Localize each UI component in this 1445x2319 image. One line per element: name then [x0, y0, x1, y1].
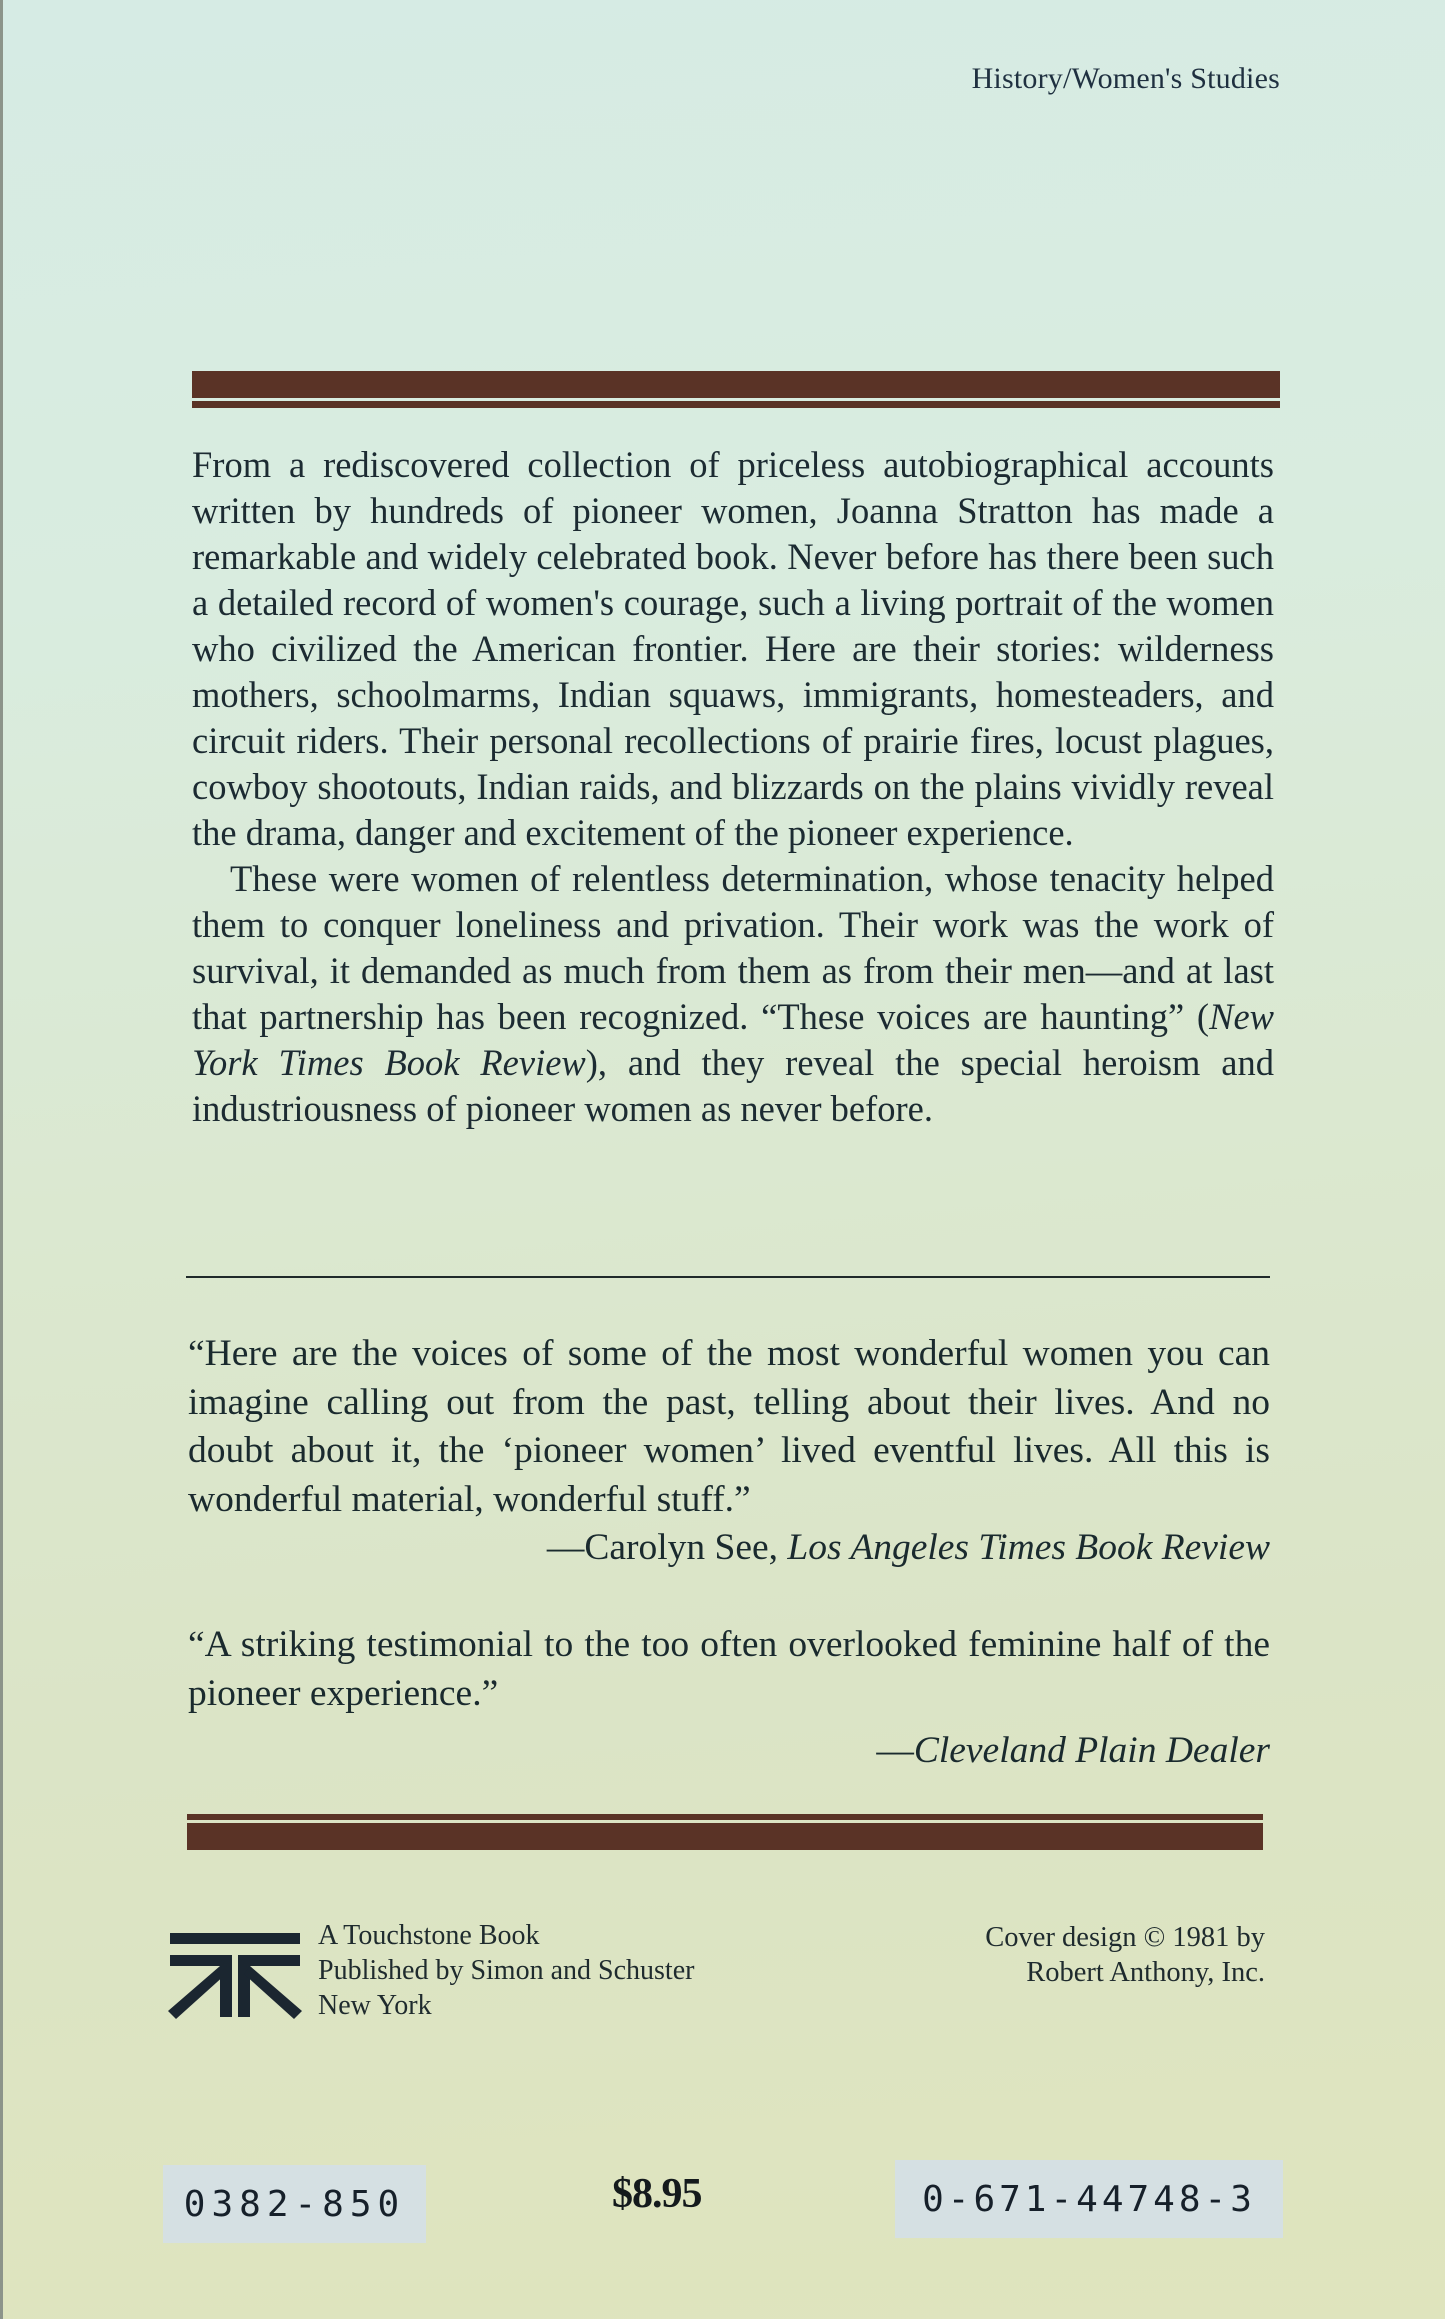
separator-line — [186, 1276, 1270, 1278]
quote-2-dash: — — [876, 1730, 914, 1771]
price-label: $8.95 — [612, 2171, 702, 2217]
publisher-info — [318, 1918, 694, 2023]
top-rule-thick — [192, 371, 1280, 398]
paragraph-2-text-before: These were women of relentless determination, whose tenacity helped them to conquer loneliness and privation. Their work was the work of survival, it demanded as much from them as from their men—and at last that partnership has been recognized. “These voices are haunting” ( — [192, 858, 1274, 1037]
publisher-line-2: Published by Simon and Schuster — [318, 1955, 695, 1986]
paragraph-2-text-after: ), and they reveal the special heroism and industriousness of pioneer women as never before. — [192, 1042, 1274, 1129]
cover-edge — [0, 0, 3, 2319]
touchstone-logo-icon — [168, 1933, 302, 2019]
isbn-code: 0-671-44748-3 — [895, 2160, 1283, 2238]
paragraph-2-source: New York Times Book Review — [192, 996, 1274, 1083]
credit-line-1: Cover design © 1981 by — [985, 1922, 1265, 1953]
catalog-code: 0382-850 — [163, 2165, 426, 2243]
publisher-line-1: A Touchstone Book — [318, 1920, 540, 1951]
quote-1-source: Los Angeles Times Book Review — [787, 1527, 1270, 1568]
quote-2-source: Cleveland Plain Dealer — [913, 1730, 1270, 1771]
review-quote-2 — [188, 1621, 1270, 1776]
cover-design-credit — [985, 1920, 1265, 1990]
bottom-rule-thick — [187, 1823, 1263, 1850]
book-description — [192, 442, 1274, 1132]
quote-2-attribution — [188, 1727, 1270, 1776]
publisher-line-3: New York — [318, 1990, 432, 2021]
bottom-rule-thin — [187, 1814, 1263, 1820]
top-rule-thin — [192, 401, 1280, 408]
quote-1-author: —Carolyn See, — [546, 1527, 788, 1568]
description-paragraph-1: From a rediscovered collection of priceless autobiographical accounts written by hundreds of pioneer women, Joanna Stratton has made a remarkable and widely celebrated book. Never before has there been such a detailed record of women's courage, such a living portrait of the women who civilized the American frontier. Here are their stories: wilderness mothers, schoolmarms, Indian squaws, immigrants, homesteaders, and circuit riders. Their personal recollections of prairie fires, locust plagues, cowboy shootouts, Indian raids, and blizzards on the plains vividly reveal the drama, danger and excitement of the pioneer experience. — [192, 444, 1274, 853]
quote-2-text: “A striking testimonial to the too often overlooked feminine half of the pioneer experience.” — [188, 1624, 1270, 1714]
category-label: History/Women's Studies — [971, 62, 1280, 95]
credit-line-2: Robert Anthony, Inc. — [1026, 1957, 1265, 1988]
quote-1-text: “Here are the voices of some of the most wonderful women you can imagine calling out from the past, telling about their lives. And no doubt about it, the ‘pioneer women’ lived eventful lives. All this is wonderful material, wonderful stuff.” — [188, 1333, 1270, 1520]
description-paragraph-2 — [192, 856, 1274, 1132]
quote-1-attribution — [188, 1524, 1270, 1573]
review-quote-1 — [188, 1330, 1270, 1573]
